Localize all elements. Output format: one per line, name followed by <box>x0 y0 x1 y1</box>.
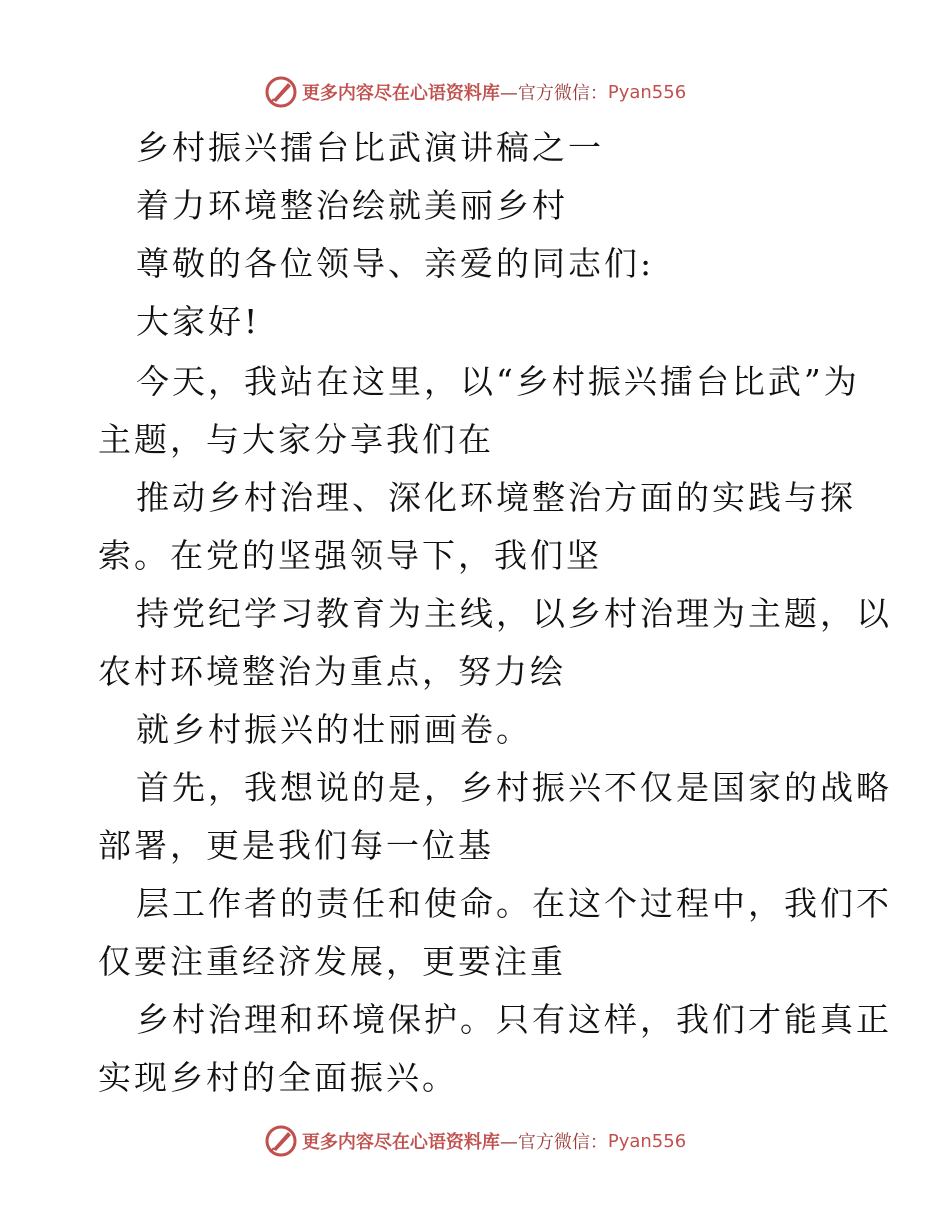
footer-banner-text: 更多内容尽在心语资料库 <box>301 1132 500 1153</box>
paragraph-line: 农村环境整治为重点，努力绘 <box>98 652 566 691</box>
header-banner-wechat-id: Pyan556 <box>607 81 687 103</box>
paragraph-line: 索。在党的坚强领导下，我们坚 <box>98 536 602 575</box>
paragraph-line: 首先，我想说的是，乡村振兴不仅是国家的战略 <box>136 768 892 807</box>
header-banner <box>0 72 950 112</box>
quill-logo-icon <box>264 75 298 109</box>
footer-banner-suffix: —官方微信： <box>499 1132 608 1153</box>
header-banner-suffix: —官方微信： <box>499 83 608 104</box>
header-banner-text: 更多内容尽在心语资料库 <box>301 83 500 104</box>
greeting: 大家好! <box>136 302 261 341</box>
paragraph-line: 就乡村振兴的壮丽画卷。 <box>136 710 532 749</box>
paragraph-line: 乡村治理和环境保护。只有这样，我们才能真正 <box>136 1000 892 1039</box>
footer-banner-wechat-id: Pyan556 <box>607 1130 687 1152</box>
footer-banner <box>0 1121 950 1161</box>
document-subtitle: 着力环境整治绘就美丽乡村 <box>136 186 568 225</box>
paragraph-line: 今天，我站在这里，以“乡村振兴擂台比武”为 <box>136 362 860 401</box>
paragraph-line: 层工作者的责任和使命。在这个过程中，我们不 <box>136 884 892 923</box>
paragraph-line: 部署，更是我们每一位基 <box>98 826 494 865</box>
paragraph-line: 推动乡村治理、深化环境整治方面的实践与探 <box>136 478 856 517</box>
paragraph-line: 仅要注重经济发展，更要注重 <box>98 942 566 981</box>
document-title: 乡村振兴擂台比武演讲稿之一 <box>136 128 604 167</box>
paragraph-line: 实现乡村的全面振兴。 <box>98 1058 458 1097</box>
salutation: 尊敬的各位领导、亲爱的同志们: <box>136 244 655 283</box>
paragraph-line: 主题，与大家分享我们在 <box>98 420 494 459</box>
paragraph-line: 持党纪学习教育为主线，以乡村治理为主题，以 <box>136 594 892 633</box>
quill-logo-icon <box>264 1124 298 1158</box>
